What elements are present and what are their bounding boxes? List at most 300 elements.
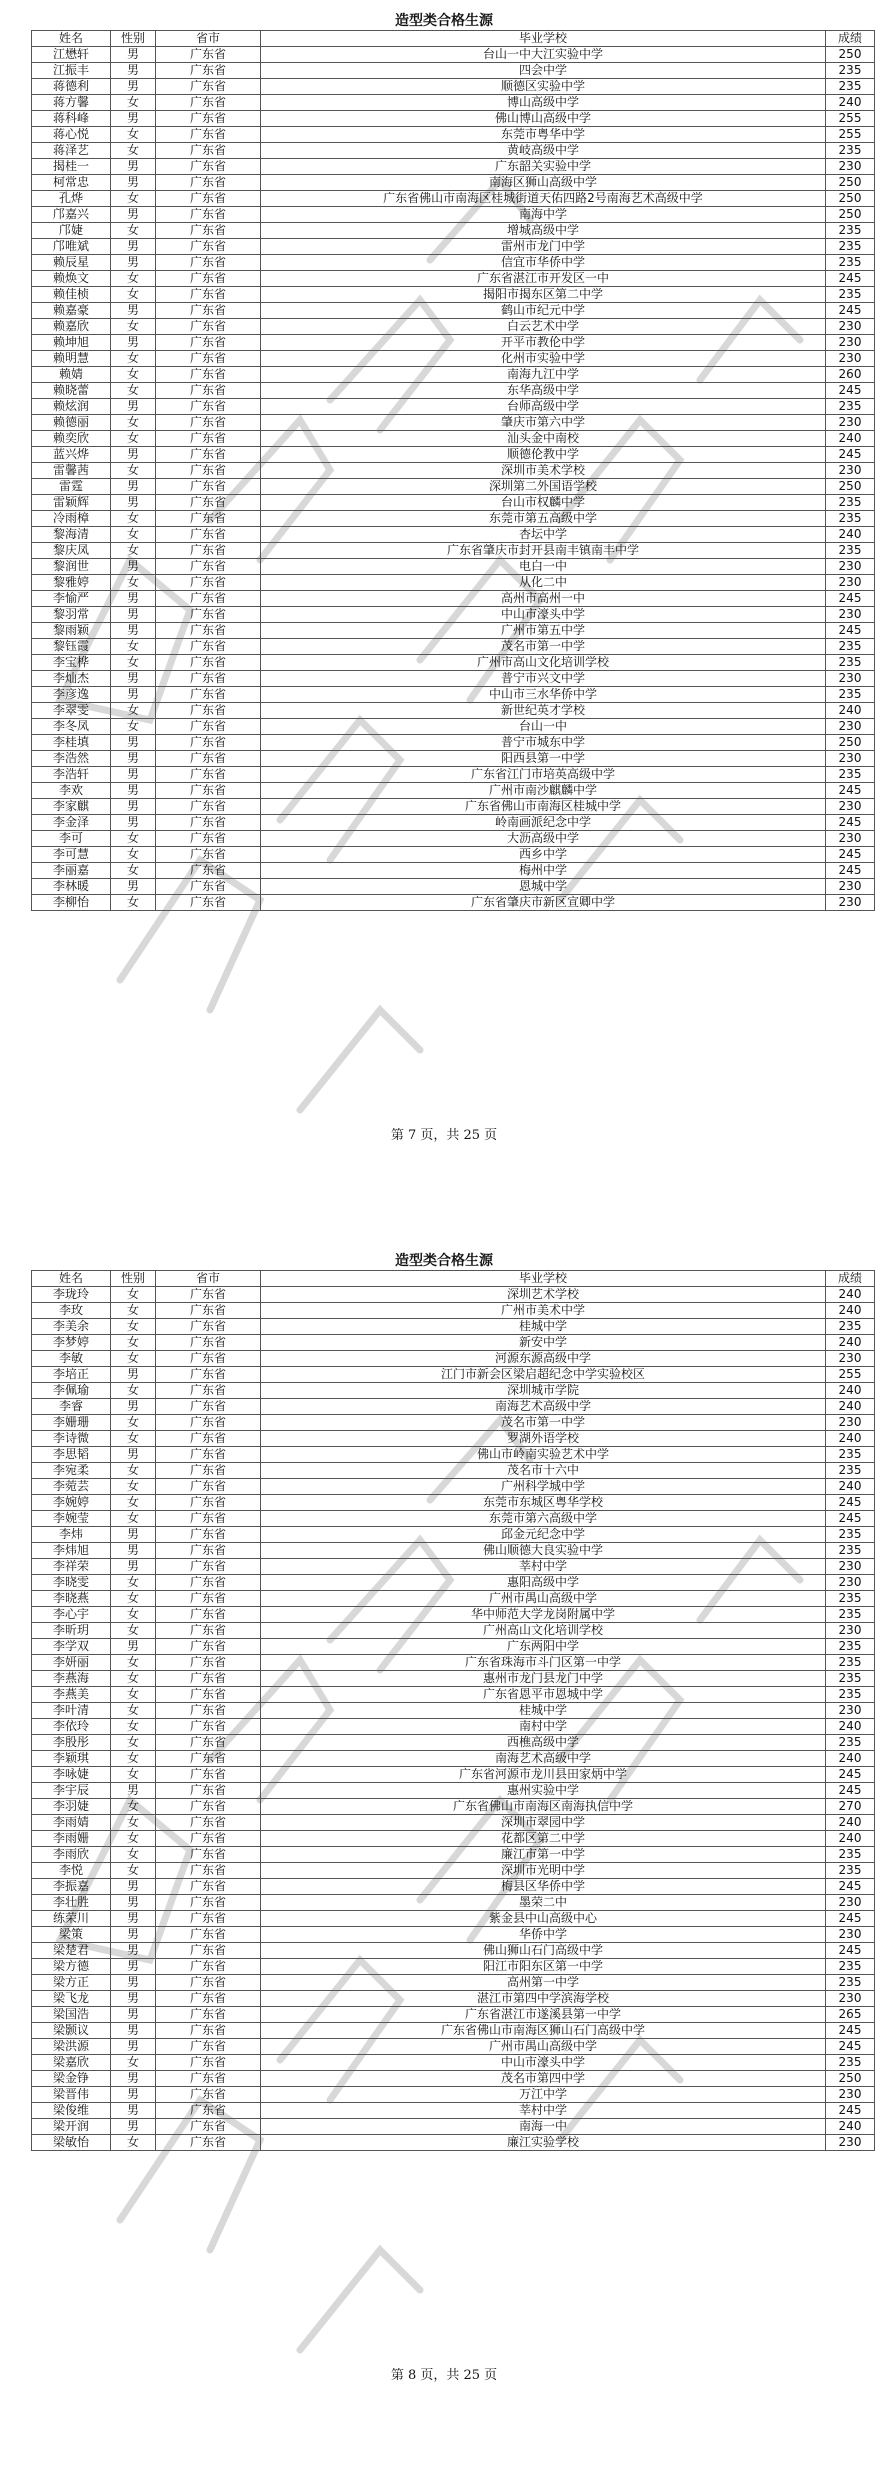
- cell-school: 台山市权麟中学: [261, 495, 826, 511]
- cell-name: 李颖琪: [32, 1751, 111, 1767]
- cell-score: 230: [826, 607, 875, 623]
- cell-province: 广东省: [156, 351, 261, 367]
- table-row: [32, 79, 875, 95]
- cell-score: 240: [826, 1399, 875, 1415]
- cell-school: 广州市南沙麒麟中学: [261, 783, 826, 799]
- cell-score: 245: [826, 815, 875, 831]
- cell-province: 广东省: [156, 1607, 261, 1623]
- cell-name: 李晓燕: [32, 1591, 111, 1607]
- cell-gender: 女: [111, 1831, 156, 1847]
- cell-school: 广州高山文化培训学校: [261, 1623, 826, 1639]
- cell-gender: 男: [111, 623, 156, 639]
- cell-name: 赖德丽: [32, 415, 111, 431]
- cell-score: 230: [826, 1927, 875, 1943]
- cell-score: 240: [826, 1719, 875, 1735]
- cell-gender: 女: [111, 1767, 156, 1783]
- table-row: [32, 2055, 875, 2071]
- table-row: [32, 1431, 875, 1447]
- cell-province: 广东省: [156, 287, 261, 303]
- table-row: [32, 687, 875, 703]
- cell-score: 240: [826, 1303, 875, 1319]
- table-row: [32, 1639, 875, 1655]
- cell-gender: 男: [111, 47, 156, 63]
- cell-school: 廉江市第一中学: [261, 1847, 826, 1863]
- cell-gender: 男: [111, 559, 156, 575]
- cell-name: 赖晓蕾: [32, 383, 111, 399]
- cell-name: 李欢: [32, 783, 111, 799]
- cell-province: 广东省: [156, 1783, 261, 1799]
- cell-name: 黎羽常: [32, 607, 111, 623]
- cell-school: 广东省佛山市南海区桂城街道天佑四路2号南海艺术高级中学: [261, 191, 826, 207]
- cell-score: 230: [826, 751, 875, 767]
- cell-score: 235: [826, 495, 875, 511]
- table-row: [32, 1367, 875, 1383]
- cell-gender: 男: [111, 879, 156, 895]
- cell-province: 广东省: [156, 1543, 261, 1559]
- cell-name: 李睿: [32, 1399, 111, 1415]
- cell-province: 广东省: [156, 751, 261, 767]
- table-row: [32, 511, 875, 527]
- cell-name: 江懋轩: [32, 47, 111, 63]
- cell-name: 赖奕欣: [32, 431, 111, 447]
- cell-score: 250: [826, 47, 875, 63]
- table-row: [32, 431, 875, 447]
- table-row: [32, 143, 875, 159]
- cell-province: 广东省: [156, 1927, 261, 1943]
- cell-gender: 女: [111, 1335, 156, 1351]
- cell-province: 广东省: [156, 1527, 261, 1543]
- cell-score: 230: [826, 335, 875, 351]
- table-row: [32, 815, 875, 831]
- cell-school: 高州市高州一中: [261, 591, 826, 607]
- cell-school: 河源东源高级中学: [261, 1351, 826, 1367]
- cell-province: 广东省: [156, 1559, 261, 1575]
- cell-school: 广东省佛山市南海区南海执信中学: [261, 1799, 826, 1815]
- cell-gender: 女: [111, 367, 156, 383]
- cell-score: 235: [826, 1847, 875, 1863]
- cell-province: 广东省: [156, 399, 261, 415]
- cell-score: 235: [826, 287, 875, 303]
- cell-score: 245: [826, 863, 875, 879]
- cell-province: 广东省: [156, 815, 261, 831]
- cell-score: 235: [826, 1671, 875, 1687]
- table-row: [32, 1991, 875, 2007]
- cell-name: 李雨欣: [32, 1847, 111, 1863]
- cell-province: 广东省: [156, 207, 261, 223]
- cell-gender: 男: [111, 2087, 156, 2103]
- cell-name: 李培正: [32, 1367, 111, 1383]
- table-row: [32, 703, 875, 719]
- cell-gender: 男: [111, 799, 156, 815]
- cell-score: 240: [826, 1831, 875, 1847]
- cell-province: 广东省: [156, 1815, 261, 1831]
- cell-province: 广东省: [156, 223, 261, 239]
- table-row: [32, 447, 875, 463]
- cell-name: 赖婧: [32, 367, 111, 383]
- table-row: [32, 1815, 875, 1831]
- cell-score: 240: [826, 527, 875, 543]
- cell-school: 深圳第二外国语学校: [261, 479, 826, 495]
- cell-gender: 男: [111, 2071, 156, 2087]
- cell-score: 235: [826, 1591, 875, 1607]
- cell-name: 柯常忠: [32, 175, 111, 191]
- table-row: [32, 1335, 875, 1351]
- table-row: [32, 1879, 875, 1895]
- table-row: [32, 47, 875, 63]
- cell-province: 广东省: [156, 447, 261, 463]
- cell-gender: 女: [111, 1655, 156, 1671]
- cell-province: 广东省: [156, 191, 261, 207]
- page-footer: 第 8 页，共 25 页: [390, 2368, 498, 2383]
- cell-name: 李壮胜: [32, 1895, 111, 1911]
- cell-gender: 男: [111, 1943, 156, 1959]
- table-row: [32, 607, 875, 623]
- cell-score: 235: [826, 1863, 875, 1879]
- table-header-row: [32, 31, 875, 47]
- cell-school: 鹤山市纪元中学: [261, 303, 826, 319]
- cell-name: 李菀芸: [32, 1479, 111, 1495]
- cell-province: 广东省: [156, 1447, 261, 1463]
- table-row: [32, 303, 875, 319]
- cell-school: 台山一中大江实验中学: [261, 47, 826, 63]
- cell-gender: 男: [111, 1639, 156, 1655]
- cell-name: 李美余: [32, 1319, 111, 1335]
- cell-gender: 女: [111, 863, 156, 879]
- cell-gender: 女: [111, 1575, 156, 1591]
- cell-name: 李灿杰: [32, 671, 111, 687]
- cell-province: 广东省: [156, 1415, 261, 1431]
- cell-name: 李心宇: [32, 1607, 111, 1623]
- cell-score: 245: [826, 303, 875, 319]
- cell-province: 广东省: [156, 543, 261, 559]
- table-row: [32, 1559, 875, 1575]
- cell-province: 广东省: [156, 1351, 261, 1367]
- cell-score: 235: [826, 239, 875, 255]
- cell-gender: 男: [111, 607, 156, 623]
- cell-province: 广东省: [156, 1879, 261, 1895]
- table-row: [32, 495, 875, 511]
- cell-school: 广东省湛江市遂溪县第一中学: [261, 2007, 826, 2023]
- cell-province: 广东省: [156, 479, 261, 495]
- table-row: [32, 63, 875, 79]
- cell-score: 235: [826, 511, 875, 527]
- cell-province: 广东省: [156, 2023, 261, 2039]
- header-score: 成绩: [826, 1271, 875, 1287]
- cell-score: 230: [826, 559, 875, 575]
- cell-gender: 女: [111, 431, 156, 447]
- table-row: [32, 2087, 875, 2103]
- table-row: [32, 1575, 875, 1591]
- table-row: [32, 623, 875, 639]
- cell-score: 240: [826, 431, 875, 447]
- cell-school: 广东省恩平市恩城中学: [261, 1687, 826, 1703]
- cell-name: 李诗微: [32, 1431, 111, 1447]
- cell-score: 235: [826, 1447, 875, 1463]
- cell-name: 李昕玥: [32, 1623, 111, 1639]
- cell-gender: 男: [111, 767, 156, 783]
- cell-gender: 男: [111, 591, 156, 607]
- table-row: [32, 1479, 875, 1495]
- cell-gender: 女: [111, 95, 156, 111]
- table-row: [32, 895, 875, 911]
- cell-province: 广东省: [156, 143, 261, 159]
- table-row: [32, 1671, 875, 1687]
- cell-province: 广东省: [156, 1959, 261, 1975]
- cell-score: 230: [826, 2135, 875, 2151]
- table-row: [32, 559, 875, 575]
- cell-gender: 女: [111, 1751, 156, 1767]
- cell-gender: 女: [111, 383, 156, 399]
- table-row: [32, 1383, 875, 1399]
- table-row: [32, 287, 875, 303]
- cell-school: 紫金县中山高级中心: [261, 1911, 826, 1927]
- cell-gender: 男: [111, 735, 156, 751]
- table-row: [32, 847, 875, 863]
- cell-score: 235: [826, 543, 875, 559]
- cell-province: 广东省: [156, 1847, 261, 1863]
- cell-gender: 女: [111, 143, 156, 159]
- cell-province: 广东省: [156, 1831, 261, 1847]
- table-row: [32, 1927, 875, 1943]
- cell-gender: 男: [111, 1991, 156, 2007]
- cell-gender: 女: [111, 271, 156, 287]
- cell-name: 邝婕: [32, 223, 111, 239]
- cell-gender: 男: [111, 2119, 156, 2135]
- table-row: [32, 319, 875, 335]
- cell-score: 230: [826, 1623, 875, 1639]
- cell-score: 230: [826, 575, 875, 591]
- cell-province: 广东省: [156, 495, 261, 511]
- cell-school: 惠州实验中学: [261, 1783, 826, 1799]
- cell-score: 235: [826, 223, 875, 239]
- cell-score: 255: [826, 127, 875, 143]
- cell-gender: 女: [111, 831, 156, 847]
- cell-school: 墨荣二中: [261, 1895, 826, 1911]
- cell-name: 李柳怡: [32, 895, 111, 911]
- cell-school: 东莞市粤华中学: [261, 127, 826, 143]
- cell-school: 广东省湛江市开发区一中: [261, 271, 826, 287]
- cell-score: 230: [826, 463, 875, 479]
- cell-province: 广东省: [156, 1303, 261, 1319]
- cell-score: 230: [826, 879, 875, 895]
- table-row: [32, 351, 875, 367]
- cell-province: 广东省: [156, 1991, 261, 2007]
- table-row: [32, 639, 875, 655]
- cell-province: 广东省: [156, 847, 261, 863]
- table-row: [32, 1687, 875, 1703]
- cell-name: 李羽婕: [32, 1799, 111, 1815]
- cell-school: 广东省肇庆市封开县南丰镇南丰中学: [261, 543, 826, 559]
- cell-gender: 男: [111, 2007, 156, 2023]
- cell-name: 赖嘉豪: [32, 303, 111, 319]
- cell-name: 李学双: [32, 1639, 111, 1655]
- cell-province: 广东省: [156, 47, 261, 63]
- cell-score: 245: [826, 1783, 875, 1799]
- cell-province: 广东省: [156, 831, 261, 847]
- table-row: [32, 1655, 875, 1671]
- cell-gender: 男: [111, 1527, 156, 1543]
- student-table: [31, 1270, 875, 2151]
- cell-gender: 男: [111, 815, 156, 831]
- cell-school: 广州市第五中学: [261, 623, 826, 639]
- cell-name: 梁俊维: [32, 2103, 111, 2119]
- cell-name: 赖焕文: [32, 271, 111, 287]
- cell-province: 广东省: [156, 575, 261, 591]
- cell-score: 235: [826, 63, 875, 79]
- cell-name: 梁国浩: [32, 2007, 111, 2023]
- cell-province: 广东省: [156, 1911, 261, 1927]
- cell-school: 雷州市龙门中学: [261, 239, 826, 255]
- cell-school: 桂城中学: [261, 1703, 826, 1719]
- cell-province: 广东省: [156, 1287, 261, 1303]
- cell-score: 230: [826, 159, 875, 175]
- cell-score: 245: [826, 447, 875, 463]
- cell-name: 李依玲: [32, 1719, 111, 1735]
- cell-school: 湛江市第四中学滨海学校: [261, 1991, 826, 2007]
- cell-name: 李燕美: [32, 1687, 111, 1703]
- cell-name: 黎海清: [32, 527, 111, 543]
- cell-school: 梅县区华侨中学: [261, 1879, 826, 1895]
- cell-score: 235: [826, 639, 875, 655]
- cell-gender: 女: [111, 1671, 156, 1687]
- cell-school: 广东省河源市龙川县田家炳中学: [261, 1767, 826, 1783]
- cell-school: 从化二中: [261, 575, 826, 591]
- cell-school: 顺德伦教中学: [261, 447, 826, 463]
- cell-gender: 男: [111, 1399, 156, 1415]
- cell-school: 茂名市第一中学: [261, 639, 826, 655]
- table-row: [32, 111, 875, 127]
- cell-name: 梁开润: [32, 2119, 111, 2135]
- table-row: [32, 1527, 875, 1543]
- cell-score: 230: [826, 2087, 875, 2103]
- cell-score: 265: [826, 2007, 875, 2023]
- cell-province: 广东省: [156, 607, 261, 623]
- cell-score: 235: [826, 1527, 875, 1543]
- cell-school: 中山市濠头中学: [261, 2055, 826, 2071]
- header-school: 毕业学校: [261, 31, 826, 47]
- cell-province: 广东省: [156, 1431, 261, 1447]
- cell-province: 广东省: [156, 2039, 261, 2055]
- cell-score: 245: [826, 1495, 875, 1511]
- table-row: [32, 2039, 875, 2055]
- cell-school: 东莞市第六高级中学: [261, 1511, 826, 1527]
- cell-name: 黎钰霞: [32, 639, 111, 655]
- cell-school: 华侨中学: [261, 1927, 826, 1943]
- cell-province: 广东省: [156, 623, 261, 639]
- cell-school: 白云艺术中学: [261, 319, 826, 335]
- cell-score: 235: [826, 399, 875, 415]
- table-row: [32, 1463, 875, 1479]
- table-row: [32, 271, 875, 287]
- cell-province: 广东省: [156, 2071, 261, 2087]
- cell-province: 广东省: [156, 767, 261, 783]
- cell-province: 广东省: [156, 319, 261, 335]
- table-title: 造型类合格生源: [395, 13, 493, 29]
- cell-province: 广东省: [156, 1799, 261, 1815]
- table-header-row: [32, 1271, 875, 1287]
- cell-score: 235: [826, 687, 875, 703]
- cell-score: 250: [826, 735, 875, 751]
- cell-school: 东莞市第五高级中学: [261, 511, 826, 527]
- cell-school: 广东省肇庆市新区宣卿中学: [261, 895, 826, 911]
- cell-school: 江门市新会区梁启超纪念中学实验校区: [261, 1367, 826, 1383]
- cell-province: 广东省: [156, 95, 261, 111]
- cell-gender: 男: [111, 687, 156, 703]
- table-row: [32, 799, 875, 815]
- cell-school: 深圳市翠园中学: [261, 1815, 826, 1831]
- cell-name: 李佩瑜: [32, 1383, 111, 1399]
- cell-school: 广州市禺山高级中学: [261, 1591, 826, 1607]
- cell-gender: 男: [111, 1559, 156, 1575]
- table-row: [32, 1847, 875, 1863]
- cell-gender: 男: [111, 1927, 156, 1943]
- table-row: [32, 879, 875, 895]
- cell-gender: 女: [111, 1719, 156, 1735]
- cell-gender: 男: [111, 479, 156, 495]
- cell-school: 广东省珠海市斗门区第一中学: [261, 1655, 826, 1671]
- table-row: [32, 655, 875, 671]
- table-row: [32, 239, 875, 255]
- cell-name: 李浩然: [32, 751, 111, 767]
- table-row: [32, 95, 875, 111]
- cell-score: 235: [826, 1687, 875, 1703]
- cell-score: 230: [826, 319, 875, 335]
- cell-name: 赖嘉欣: [32, 319, 111, 335]
- cell-score: 250: [826, 2071, 875, 2087]
- cell-province: 广东省: [156, 527, 261, 543]
- table-row: [32, 735, 875, 751]
- cell-gender: 女: [111, 2055, 156, 2071]
- table-row: [32, 783, 875, 799]
- cell-province: 广东省: [156, 255, 261, 271]
- cell-school: 广州市禺山高级中学: [261, 2039, 826, 2055]
- table-row: [32, 751, 875, 767]
- cell-score: 250: [826, 191, 875, 207]
- cell-province: 广东省: [156, 1319, 261, 1335]
- cell-province: 广东省: [156, 1671, 261, 1687]
- cell-gender: 女: [111, 1863, 156, 1879]
- cell-name: 李炜旭: [32, 1543, 111, 1559]
- table-row: [32, 2007, 875, 2023]
- cell-province: 广东省: [156, 1751, 261, 1767]
- table-row: [32, 1799, 875, 1815]
- cell-school: 中山市三水华侨中学: [261, 687, 826, 703]
- cell-gender: 女: [111, 655, 156, 671]
- cell-score: 245: [826, 847, 875, 863]
- cell-gender: 女: [111, 463, 156, 479]
- cell-province: 广东省: [156, 1335, 261, 1351]
- cell-gender: 男: [111, 207, 156, 223]
- cell-gender: 女: [111, 287, 156, 303]
- cell-gender: 女: [111, 1735, 156, 1751]
- cell-score: 245: [826, 2103, 875, 2119]
- cell-province: 广东省: [156, 383, 261, 399]
- cell-score: 250: [826, 479, 875, 495]
- cell-province: 广东省: [156, 1495, 261, 1511]
- table-row: [32, 223, 875, 239]
- cell-name: 赖炫润: [32, 399, 111, 415]
- cell-score: 245: [826, 623, 875, 639]
- table-row: [32, 1607, 875, 1623]
- cell-school: 深圳市光明中学: [261, 1863, 826, 1879]
- cell-school: 南村中学: [261, 1719, 826, 1735]
- cell-name: 李姗珊: [32, 1415, 111, 1431]
- cell-score: 230: [826, 671, 875, 687]
- table-row: [32, 479, 875, 495]
- cell-province: 广东省: [156, 335, 261, 351]
- table-row: [32, 543, 875, 559]
- cell-gender: 男: [111, 783, 156, 799]
